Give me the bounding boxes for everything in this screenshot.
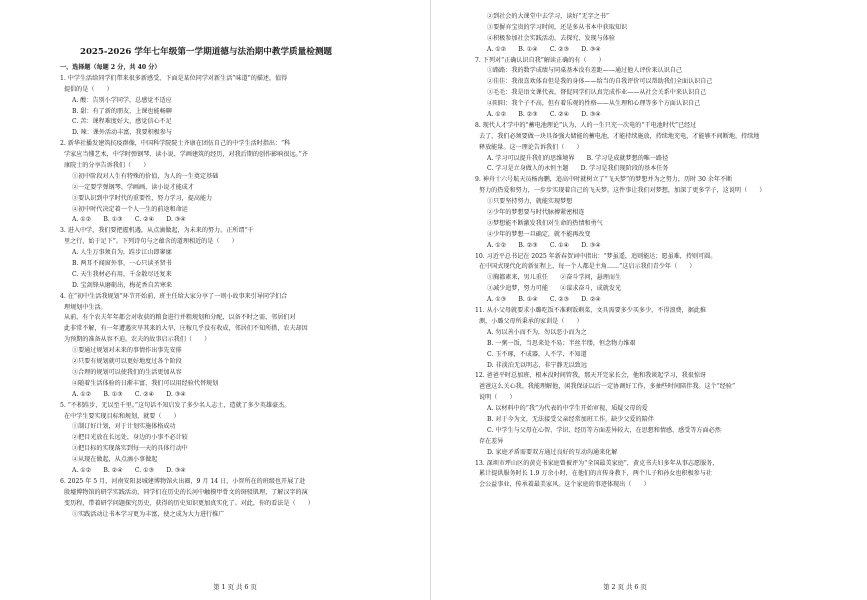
text-line: 学家应当懂艺术，中学时弹钢琴、读小说、学画建筑的经历，对我后期的创作影响很远。”齐 (64, 151, 308, 159)
text-line: ④从现在做起，从点滴小事做起 (72, 456, 158, 464)
text-line: ③把目标的实现落实到每一天的具体行动中 (72, 445, 188, 453)
text-line: ③要认识到中学时代的重要性，努力学习，提高能力 (72, 194, 213, 202)
text-line: 测，小璐父母所秉承的家训是（ ） (479, 317, 583, 325)
text-line: A. ①② B. ①③ C. ②④ D. ③④ (72, 216, 186, 224)
text-line: B. 一粥一饭，当思来处不易；半丝半缕，恒念物力维艰 (487, 339, 636, 347)
text-line: 去了，我们必须要做一块具备强大储能的蓄电池，才能持续施放，持续地充电，才能够不间断地、持续地 (479, 132, 760, 140)
text-line: ①只要坚持努力，就能实现梦想 (487, 198, 573, 206)
text-line: 5. “不积跬步，无以至千里。”这句话不知启发了多少名人志士，造就了多少英雄豪杰。 (60, 401, 291, 409)
exam-title: 2025-2026 学年七年级第一学期道德与法治期中教学质量检测题 (79, 47, 333, 57)
text-line: 殷墟博物馆的研学实践活动，同学们在历史的长河中触摸甲骨文的斑驳肌理，了解汉字的演 (64, 488, 308, 496)
text-line: 6. 2025 年 5 月，河南安阳县城建博物馆火出圈，9 月 14 日，小智所在的班级也开展了赴 (60, 477, 306, 485)
text-line: 变历程，带着研学问题探究历史，获得的历史知识更加真实化了。对此，你的看法是（ ） (64, 499, 314, 507)
text-line: 会公益事业，传承着最美家风。这个家庭的事迹体现出（ ） (479, 481, 650, 489)
text-line: A. ①② B. ②④ C. ①③ D. ③④ (72, 466, 186, 474)
text-line: C. 玉不琢，不成器，人不学，不知道 (487, 350, 587, 358)
text-line: A. 勿以善小而不为，勿以恶小而为之 (487, 328, 587, 336)
text-line: ②只要有规划就可以更好地度过各个阶段 (72, 358, 182, 366)
text-line: ④初中时代决定着一个人一生的前途和命运 (72, 205, 188, 213)
text-line: ①制订好计划，对于计划实施体格成功 (72, 423, 176, 431)
text-line: 此非常不解，有一年遭遇灾旱其来的大旱，庄稼几乎没有收成，邻居们不知所措，农夫却因 (64, 325, 308, 333)
text-line: ②一定要学弹钢琴、学画画，读小说才能成才 (72, 183, 194, 191)
text-line: 说明（ ） (479, 394, 516, 402)
text-line: A. 酸：告别小学同学，总感觉不适应 (72, 96, 172, 104)
page-2-body (475, 12, 827, 491)
text-line: A. ①② B. ①③ C. ②④ D. ③④ (72, 390, 186, 398)
text-line: ②到社会的大课堂中去学习，读好“无字之书” (487, 13, 610, 20)
text-line: A. 以材料中的“我”为代表的中学生开始审视、质疑父母的爱 (487, 405, 648, 413)
text-line: ③毛毛：我是语文课代表，督促同学们认真完成作业——从社会关系中来认识自己 (487, 89, 707, 97)
text-line: A. ①② B. ②③ C. ①④ D. ③④ (487, 241, 601, 249)
page-2 (445, 0, 857, 600)
text-line: 11. 从小父母就要求小璐吃饭不准剩饭剩菜，文具需要多少买多少，不得浪费，据此推 (475, 307, 707, 315)
section-heading: 一、选择题（每题 2 分，共 40 分） (60, 64, 161, 71)
page-1-body (60, 63, 412, 520)
text-line: 从前，有个农夫年年都会对收获的粮食进行并粗规划和分配，以备不时之需，邻居们对 (64, 314, 296, 322)
text-line: A. 人生万事须自为，跬步江山即寥廓 (72, 249, 172, 257)
text-line: 10. 习近平总书记在 2025 年新春贺词中指出：“梦虽遥，追则能达；愿虽难，持则可圆。 (475, 252, 717, 260)
text-line: ④积极参加社会实践活动，去探究、发现与体验 (487, 34, 615, 42)
text-line: A. ①③ B. ①④ C. ②③ D. ②④ (487, 296, 601, 304)
page-1-footer: 第 1 页 共 6 页 (213, 583, 257, 591)
text-line: 努力的热爱和努力，一步步实现着自己的飞天梦。这件事让我们对梦想，加深了更多学子，这说明（ ） (479, 187, 766, 195)
text-line: 在中学生要实现目标和规划，就要（ ） (64, 412, 180, 420)
text-line: ③减少追梦，努力可能 ④谋求奋斗，成就发光 (487, 285, 622, 293)
text-line: 存在差异 (479, 437, 504, 445)
text-line: C. 天生我材必有用，千金散尽还复来 (72, 270, 172, 278)
text-line: 2. 新华社播发建筑抗疫群像，中国科学院院士齐康在团伍自己的中学生活时指出：“科 (60, 140, 291, 148)
page-1 (0, 0, 412, 600)
text-line: ②把目光放在长远处，身边的小事不必计较 (72, 434, 188, 442)
text-line: 里之行，始于足下”。下列诗句与之蕴含的道理相近的是（ ） (64, 238, 238, 246)
text-line: 9. 神舟十六号航天员杨海鹏，追高中时就树立了“飞天梦”的梦想并为之努力，历时 30 余年不断 (475, 176, 733, 184)
text-line: 累计提供服务时长 1.9 万余小时，在他们的言传身教下，两个儿子和孙女也积极参与社 (479, 470, 712, 478)
text-line: ②少年的梦想要与时代脉搏紧密相连 (487, 209, 585, 217)
text-line: 3. 进入中学，我们要把握机遇，从点滴做起，为未来的努力。正所谓“千 (60, 227, 254, 235)
text-line: C. 中学生与父母在心智、学识、经历等方面差异较大，在思想和情感、感受等方面必然 (487, 426, 721, 434)
text-line: ④少年的梦想一旦确定，就不能再改变 (487, 230, 591, 238)
text-line: C. 苦：课程难度好大，感觉信心不足 (72, 118, 172, 126)
text-line: 理规划中生活。 (64, 303, 107, 311)
text-line: ①路路：我的数学成绩与同桌基本没有差距——通过他人评价来认识自己 (487, 67, 682, 75)
text-line: D. 辣：课外活动丰富，我要积极参与 (72, 129, 172, 137)
text-line: A. ①② B. ①④ C. ②③ D. ③④ (487, 45, 601, 53)
text-line: 7. 下列对“正确认识自我”解读正确的有（ ） (475, 56, 605, 64)
text-line: ①要通过规划对未来的事情作出事先安排 (72, 347, 182, 355)
text-line: 1. 中学生活给同学们带来很多新感受，下面是某位同学对新生活“味道”的描述，值得 (60, 74, 288, 82)
text-line: 提倡的是（ ） (64, 85, 113, 93)
text-line: ①实践活动让书本学习更为丰富，使之成为大力进行推广 (72, 510, 225, 518)
text-line: ④阳阳：我个子不高，但有着乐观的性格——从生理和心理等多个方面认识自己 (487, 100, 701, 108)
page-divider (430, 0, 431, 600)
text-line: 为预期的准备从容不迫。农夫的故事启示我们（ ） (64, 336, 211, 344)
text-line: 8. 现代人才学中的“蓄电池理论”认为，人的一生只充一次电的“干电池时代”已经过 (475, 121, 697, 129)
text-line: 康院士的分享告诉我们（ ） (64, 162, 150, 170)
text-line: ①初中阶段对人生有特殊的价值，为人的一生奠定基础 (72, 172, 219, 180)
text-line: D. 家庭矛盾需要双方通过良好的互动沟通来化解 (487, 448, 618, 456)
text-line: C. 学习是立身做人的永恒主题 D. 学习是我们现阶段的基本任务 (487, 165, 669, 173)
text-line: 4. 在“初中生活我规划”环节开始前，班主任给大家分享了一则小故事来引导同学们合 (60, 292, 288, 300)
text-line: A. 学习可以提升我们的思维境界 B. 学习是成就梦想的唯一路径 (487, 154, 669, 162)
text-line: ④随着生活体验的日渐丰富，我们可以用经验代替规划 (72, 379, 219, 387)
text-line: B. 甜：有了新的朋友，上课也能畅聊 (72, 107, 172, 115)
text-line: 13. 深圳市坪山区的黄克书家庭曾被评为“全国最美家庭”，黄克书夫妇多年从事志愿服务， (475, 459, 719, 467)
text-line: 在中国式现代化的新征程上，每一个人都是主角……”这启示我们青少年（ ） (479, 263, 696, 271)
page-2-footer: 第 2 页 共 6 页 (603, 583, 647, 591)
text-line: ③合理的规划可以使我们的生活更加从容 (72, 368, 182, 376)
text-line: B. 对于今为文，无法接受父亲经常加班工作，缺少父爱的陪伴 (487, 415, 654, 423)
text-line: A. ①② B. ②③ C. ②④ D. ③④ (487, 111, 601, 119)
text-line: 12. 爸爸平时总加班，根本没时间管我，那天开完家长会，他和我谈起学习，我很惊讶 (475, 372, 707, 380)
text-line: ①胸都素来，男儿重任 ②奋斗学问，悬理而生 (487, 274, 622, 282)
text-line: ③梦想能不断激发我们对生命的热情和勇气 (487, 219, 603, 227)
text-line: B. 两耳不闻窗外事，一心只读圣贤书 (72, 260, 172, 268)
text-line: ③要摒弃宝贵的学习时间，还是多从书本中获取知识 (487, 23, 628, 31)
text-line: 释放能量。这一理论告诉我们（ ） (479, 143, 583, 151)
text-line: D. 宝剑锋从磨砺出，梅花香自苦寒来 (72, 281, 172, 289)
text-line: ②佳佳：我很喜欢体育但是我的身体——给当的自我评价可以帮助我们全面认识自己 (487, 78, 713, 86)
text-line: D. 非淡泊无以明志，非宁静无以致远 (487, 361, 587, 369)
text-line: 爸爸这么关心我。我能理解他，闲我保证以后一定协调好工作，多抽些时间陪伴我。这个“经验” (479, 383, 736, 391)
